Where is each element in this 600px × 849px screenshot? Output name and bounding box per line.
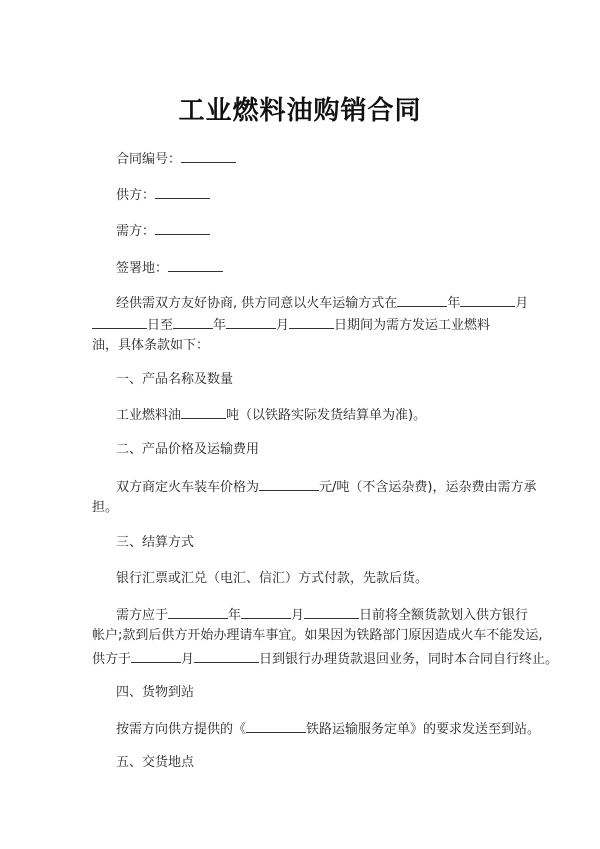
section-1-heading: 一、产品名称及数量 bbox=[116, 372, 234, 387]
supplier-field bbox=[116, 184, 546, 206]
intro-text: 经供需双方友好协商, 供方同意以火车运输方式在 bbox=[116, 296, 398, 311]
start-month-blank bbox=[460, 292, 515, 307]
intro-line-1 bbox=[116, 292, 546, 314]
section-2-heading: 二、产品价格及运输费用 bbox=[116, 442, 260, 457]
end-month-blank bbox=[226, 314, 276, 329]
pay-month-blank bbox=[241, 604, 291, 619]
signing-place-label: 签署地： bbox=[116, 261, 169, 276]
destination-requirement-text: 铁路运输服务定单》的要求发送至到站。 bbox=[306, 722, 541, 737]
price-text: 双方商定火车装车价格为 bbox=[116, 480, 260, 495]
supplier-blank bbox=[155, 184, 210, 199]
quantity-note: 吨（以铁路实际发货结算单为准)。 bbox=[226, 408, 427, 423]
refund-terms-text: 日到银行办理货款退回业务，同时本合同自行终止。 bbox=[259, 652, 559, 667]
section-4-text bbox=[116, 718, 546, 740]
quantity-blank bbox=[181, 404, 226, 419]
pay-day-blank bbox=[304, 604, 359, 619]
refund-text: 供方于 bbox=[92, 652, 132, 667]
railway-order-blank bbox=[246, 718, 306, 733]
month-label: 月 bbox=[515, 296, 529, 311]
payment-transfer-text: 日前将全额货款划入供方银行 bbox=[359, 608, 529, 623]
day-to-label: 日至 bbox=[147, 318, 174, 333]
destination-text: 按需方向供方提供的《 bbox=[116, 722, 247, 737]
payment-method-text: 银行汇票或汇兑（电汇、信汇）方式付款，先款后货。 bbox=[116, 571, 429, 586]
year-label: 年 bbox=[228, 608, 242, 623]
section-3-para-line-3 bbox=[92, 648, 559, 670]
period-end-text: 日期间为需方发运工业燃料 bbox=[334, 318, 491, 333]
product-name: 工业燃料油 bbox=[116, 408, 182, 423]
section-4-heading: 四、货物到站 bbox=[116, 685, 195, 700]
year-label: 年 bbox=[213, 318, 227, 333]
payment-deadline-text: 需方应于 bbox=[116, 608, 169, 623]
signing-place-blank bbox=[168, 257, 223, 272]
price-blank bbox=[259, 476, 319, 491]
section-3-para-line-2: 帐户;款到后供方开始办理请车事宜。如果因为铁路部门原因造成火车不能发运, bbox=[92, 628, 543, 643]
contract-number-blank bbox=[181, 148, 236, 163]
section-1-text bbox=[116, 404, 546, 426]
month-label: 月 bbox=[276, 318, 290, 333]
start-day-blank bbox=[92, 314, 147, 329]
section-3-heading: 三、结算方式 bbox=[116, 535, 195, 550]
signing-place-field bbox=[116, 257, 546, 279]
pay-year-blank bbox=[168, 604, 228, 619]
section-3-para-line-1 bbox=[116, 604, 546, 626]
buyer-blank bbox=[155, 220, 210, 235]
section-5-heading: 五、交货地点 bbox=[116, 755, 195, 770]
start-year-blank bbox=[397, 292, 447, 307]
section-2-text-line-2: 担。 bbox=[92, 500, 119, 515]
intro-line-2 bbox=[92, 314, 522, 336]
month-label: 月 bbox=[181, 652, 195, 667]
document-title: 工业燃料油购销合同 bbox=[178, 96, 422, 126]
refund-month-blank bbox=[131, 648, 181, 663]
buyer-label: 需方： bbox=[116, 224, 156, 239]
month-label: 月 bbox=[291, 608, 305, 623]
refund-day-blank bbox=[194, 648, 259, 663]
supplier-label: 供方： bbox=[116, 188, 156, 203]
section-2-text-line-1 bbox=[116, 476, 546, 498]
contract-number-field bbox=[116, 148, 546, 170]
intro-line-3: 油，具体条款如下： bbox=[92, 338, 210, 353]
end-year-blank bbox=[173, 314, 213, 329]
year-label: 年 bbox=[447, 296, 461, 311]
buyer-field bbox=[116, 220, 546, 242]
end-day-blank bbox=[289, 314, 334, 329]
contract-number-label: 合同编号： bbox=[116, 152, 182, 167]
price-unit-text: 元/吨（不含运杂费)，运杂费由需方承 bbox=[319, 480, 537, 495]
